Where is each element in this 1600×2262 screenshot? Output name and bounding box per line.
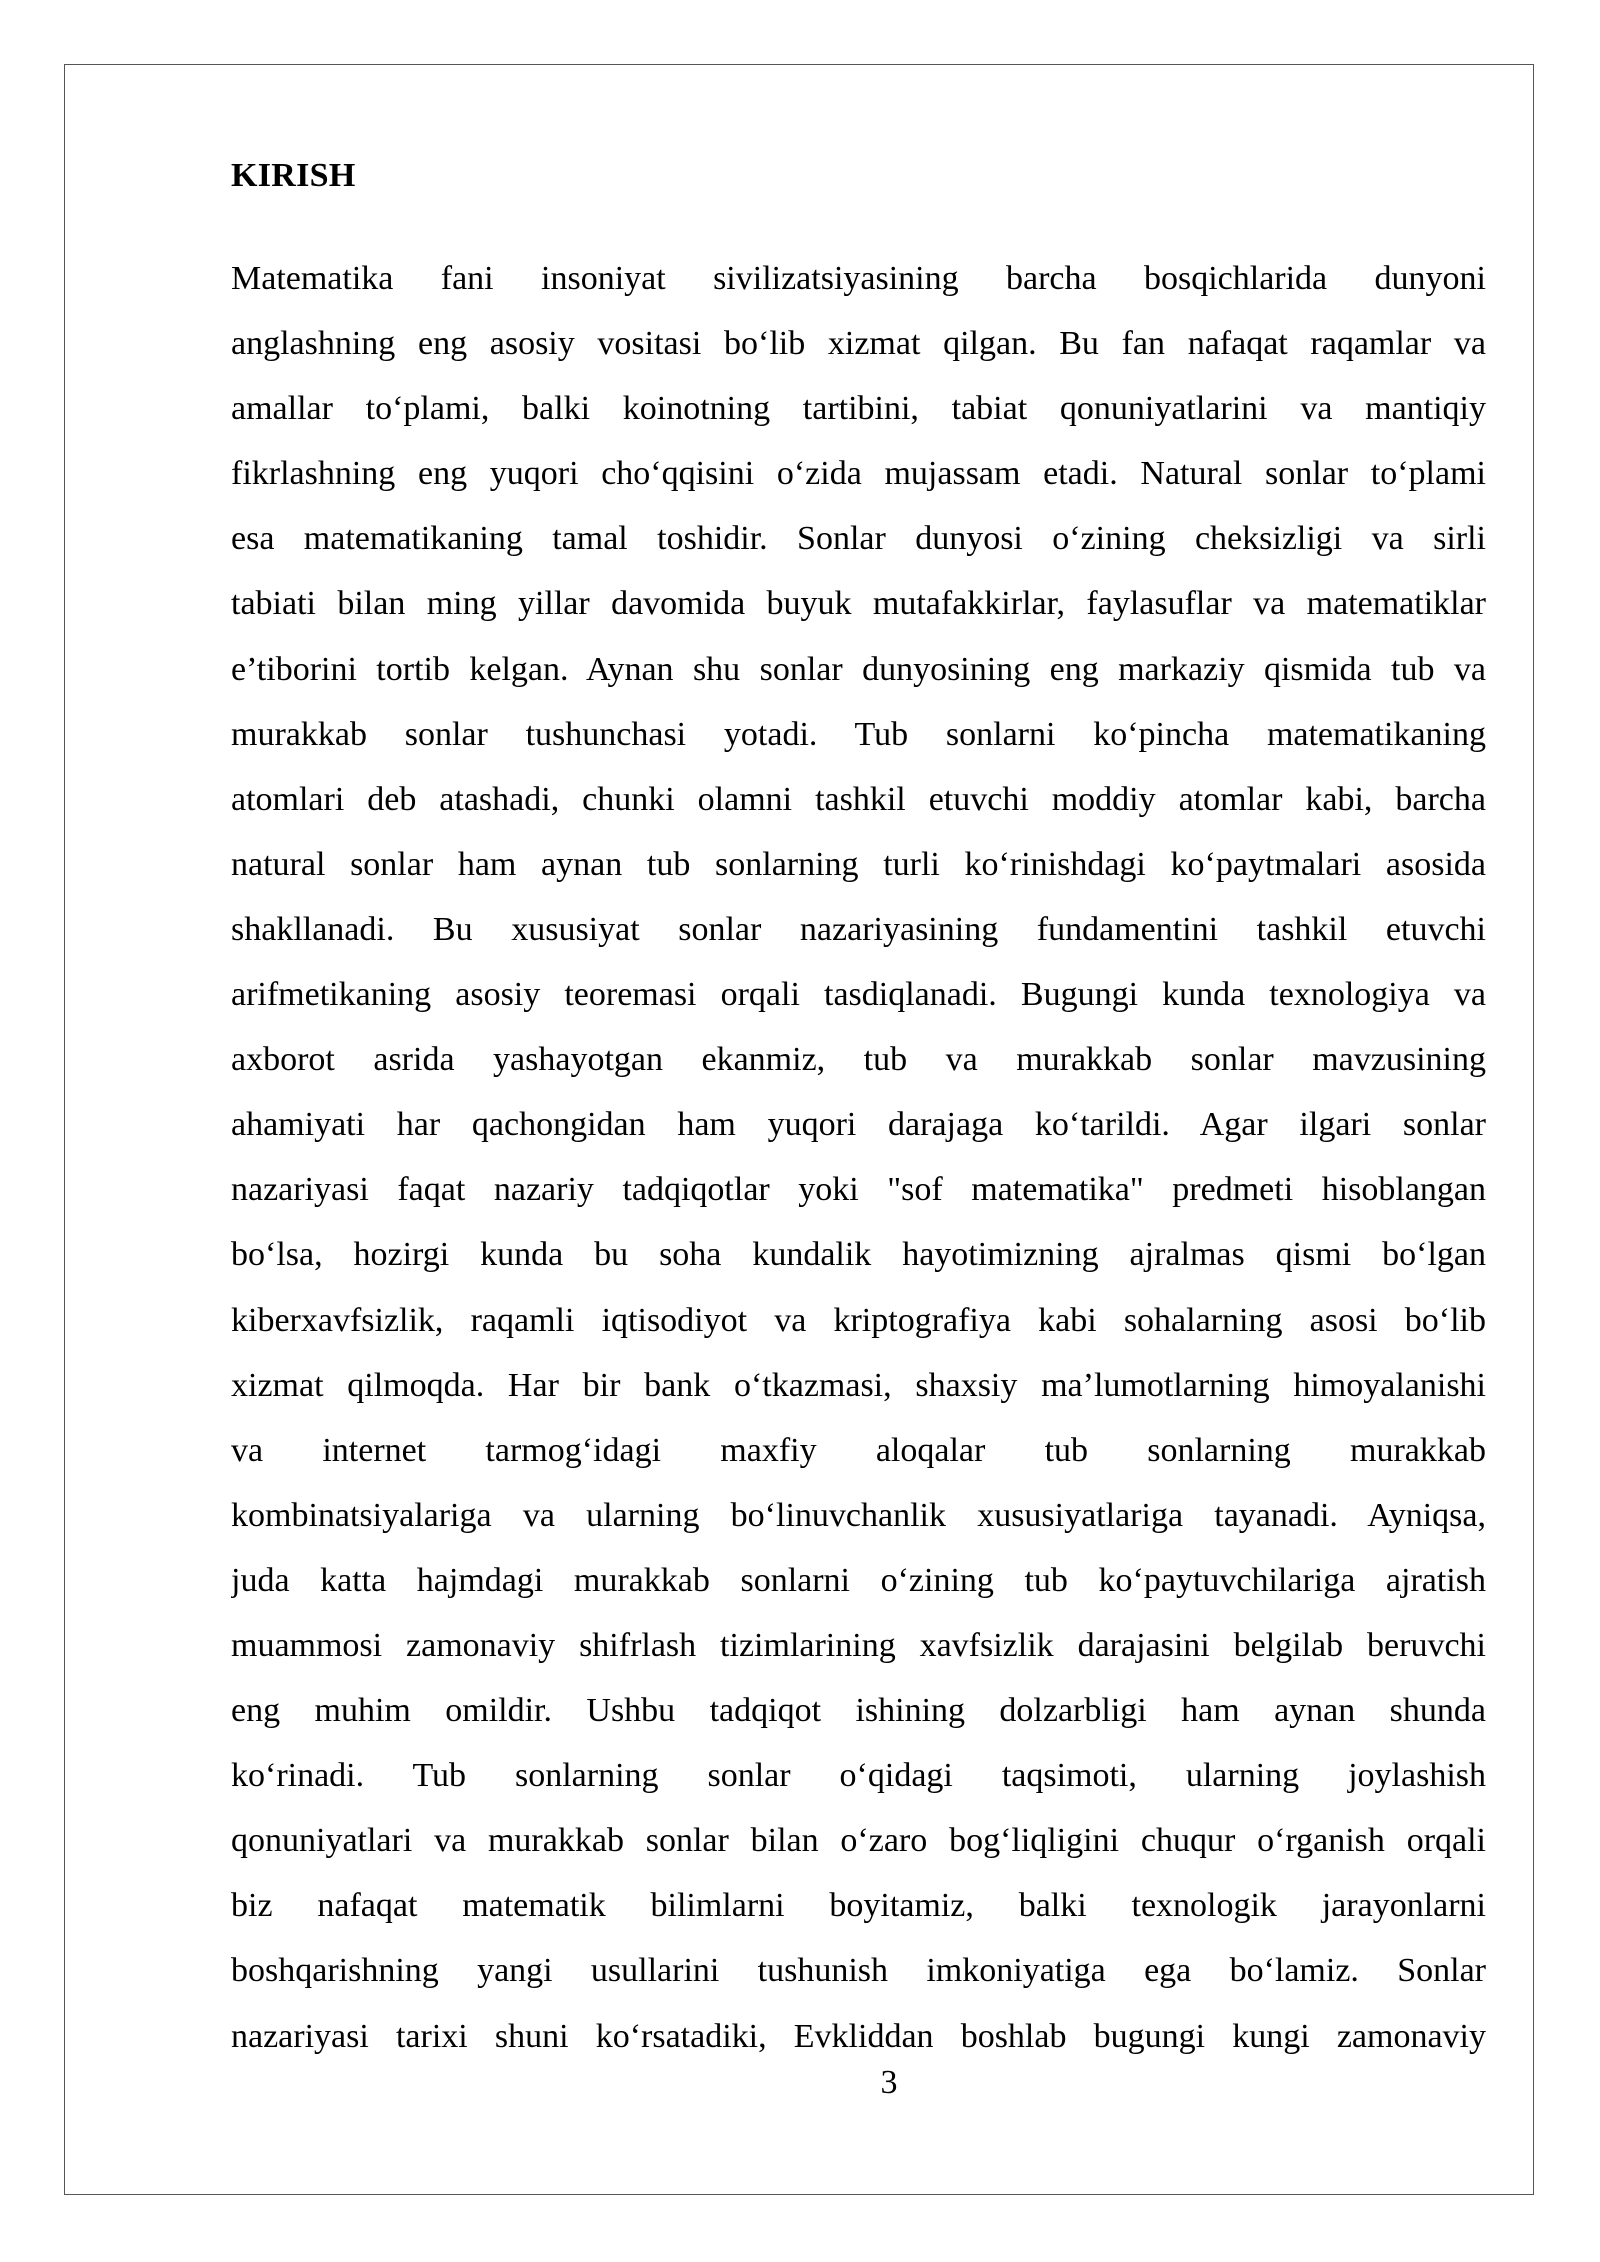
text-line: qonuniyatlari va murakkab sonlar bilan o‘zaro bog‘liqligini chuqur o‘rganish orqali [231,1822,1486,1860]
text-line: ko‘rinadi. Tub sonlarning sonlar o‘qidagi taqsimoti, ularning joylashish [231,1757,1486,1795]
text-line: shakllanadi. Bu xususiyat sonlar nazariyasining fundamentini tashkil etuvchi [231,910,1486,948]
text-line: murakkab sonlar tushunchasi yotadi. Tub sonlarni ko‘pincha matematikaning [231,715,1486,753]
text-line: axborot asrida yashayotgan ekanmiz, tub va murakkab sonlar mavzusining [231,1041,1486,1079]
text-line: amallar to‘plami, balki koinotning tartibini, tabiat qonuniyatlarini va mantiqiy [231,390,1486,428]
text-line: biz nafaqat matematik bilimlarni boyitamiz, balki texnologik jarayonlarni [231,1887,1486,1925]
text-line: muammosi zamonaviy shifrlash tizimlarining xavfsizlik darajasini belgilab beruvchi [231,1626,1486,1664]
body-paragraph [231,246,1486,2069]
text-line: kombinatsiyalariga va ularning bo‘linuvchanlik xususiyatlariga tayanadi. Ayniqsa, [231,1496,1486,1534]
text-line: nazariyasi tarixi shuni ko‘rsatadiki, Evkliddan boshlab bugungi kungi zamonaviy [231,2017,1486,2055]
text-line: fikrlashning eng yuqori cho‘qqisini o‘zida mujassam etadi. Natural sonlar to‘plami [231,455,1486,493]
text-line: va internet tarmog‘idagi maxfiy aloqalar tub sonlarning murakkab [231,1431,1486,1469]
text-line: arifmetikaning asosiy teoremasi orqali tasdiqlanadi. Bugungi kunda texnologiya va [231,976,1486,1014]
text-line: e’tiborini tortib kelgan. Aynan shu sonlar dunyosining eng markaziy qismida tub va [231,650,1486,688]
text-line: atomlari deb atashadi, chunki olamni tashkil etuvchi moddiy atomlar kabi, barcha [231,780,1486,818]
text-line: bo‘lsa, hozirgi kunda bu soha kundalik hayotimizning ajralmas qismi bo‘lgan [231,1236,1486,1274]
text-line: esa matematikaning tamal toshidir. Sonlar dunyosi o‘zining cheksizligi va sirli [231,520,1486,558]
document-content [231,148,1486,2069]
text-line: nazariyasi faqat nazariy tadqiqotlar yoki "sof matematika" predmeti hisoblangan [231,1171,1486,1209]
text-line: boshqarishning yangi usullarini tushunish imkoniyatiga ega bo‘lamiz. Sonlar [231,1952,1486,1990]
text-line: ahamiyati har qachongidan ham yuqori darajaga ko‘tarildi. Agar ilgari sonlar [231,1106,1486,1144]
text-line: xizmat qilmoqda. Har bir bank o‘tkazmasi, shaxsiy ma’lumotlarning himoyalanishi [231,1366,1486,1404]
text-line: tabiati bilan ming yillar davomida buyuk mutafakkirlar, faylasuflar va matematiklar [231,585,1486,623]
page-number: 3 [880,2064,898,2101]
text-line: kiberxavfsizlik, raqamli iqtisodiyot va kriptografiya kabi sohalarning asosi bo‘lib [231,1301,1486,1339]
text-line: eng muhim omildir. Ushbu tadqiqot ishining dolzarbligi ham aynan shunda [231,1692,1486,1730]
text-line: natural sonlar ham aynan tub sonlarning turli ko‘rinishdagi ko‘paytmalari asosida [231,845,1486,883]
section-heading: KIRISH [231,157,356,194]
text-line: juda katta hajmdagi murakkab sonlarni o‘zining tub ko‘paytuvchilariga ajratish [231,1561,1486,1599]
text-line: anglashning eng asosiy vositasi bo‘lib xizmat qilgan. Bu fan nafaqat raqamlar va [231,325,1486,363]
text-line: Matematika fani insoniyat sivilizatsiyasining barcha bosqichlarida dunyoni [231,260,1486,297]
